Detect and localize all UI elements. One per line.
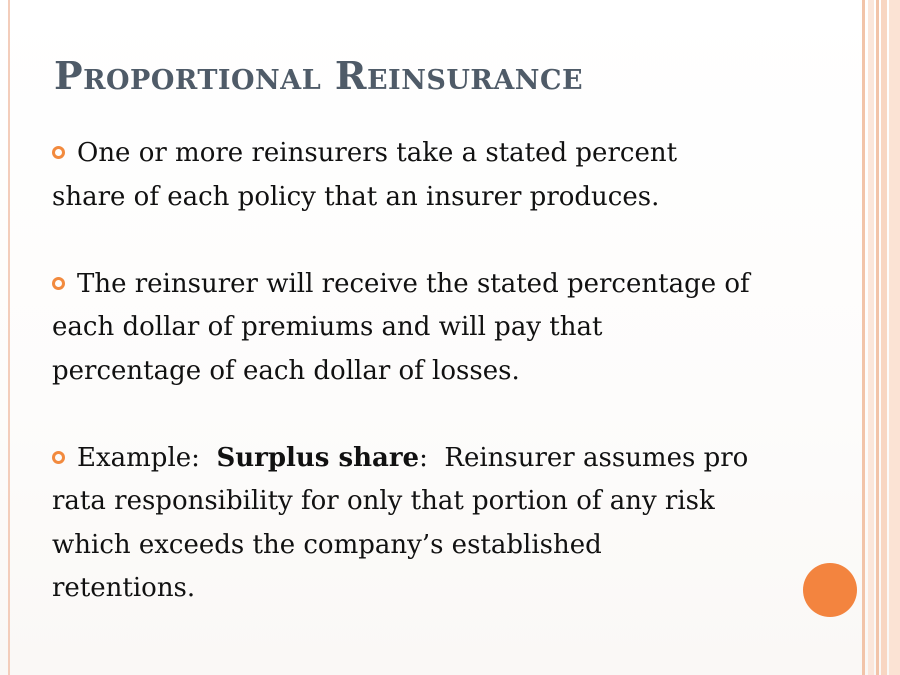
decorative-stripes	[860, 0, 900, 675]
stripe	[862, 0, 865, 675]
bullet-suffix: : Reinsurer assumes pro rata responsibility for only that portion of any risk which exceeds the company’s established retentions.	[52, 442, 757, 603]
hollow-circle-bullet-icon	[52, 277, 65, 290]
hollow-circle-bullet-icon	[52, 451, 65, 464]
bullet-item	[52, 437, 757, 611]
hollow-circle-bullet-icon	[52, 146, 65, 159]
orange-circle-icon	[803, 563, 857, 617]
left-divider-line	[8, 0, 10, 675]
bullet-text: One or more reinsurers take a stated percent share of each policy that an insurer produces.	[52, 138, 678, 212]
stripe	[881, 0, 887, 675]
stripe	[889, 0, 900, 675]
bullet-bold-term: Surplus share	[216, 442, 420, 473]
slide-title: Proportional Reinsurance	[54, 53, 584, 98]
bullet-prefix: Example:	[77, 442, 217, 473]
bullet-text: The reinsurer will receive the stated percentage of each dollar of premiums and will pay that percentage of each dollar of losses.	[52, 268, 750, 386]
bullet-item	[52, 132, 752, 219]
stripe	[876, 0, 879, 675]
stripe	[868, 0, 874, 675]
bullet-item	[52, 263, 752, 394]
bullet-list	[52, 132, 757, 611]
